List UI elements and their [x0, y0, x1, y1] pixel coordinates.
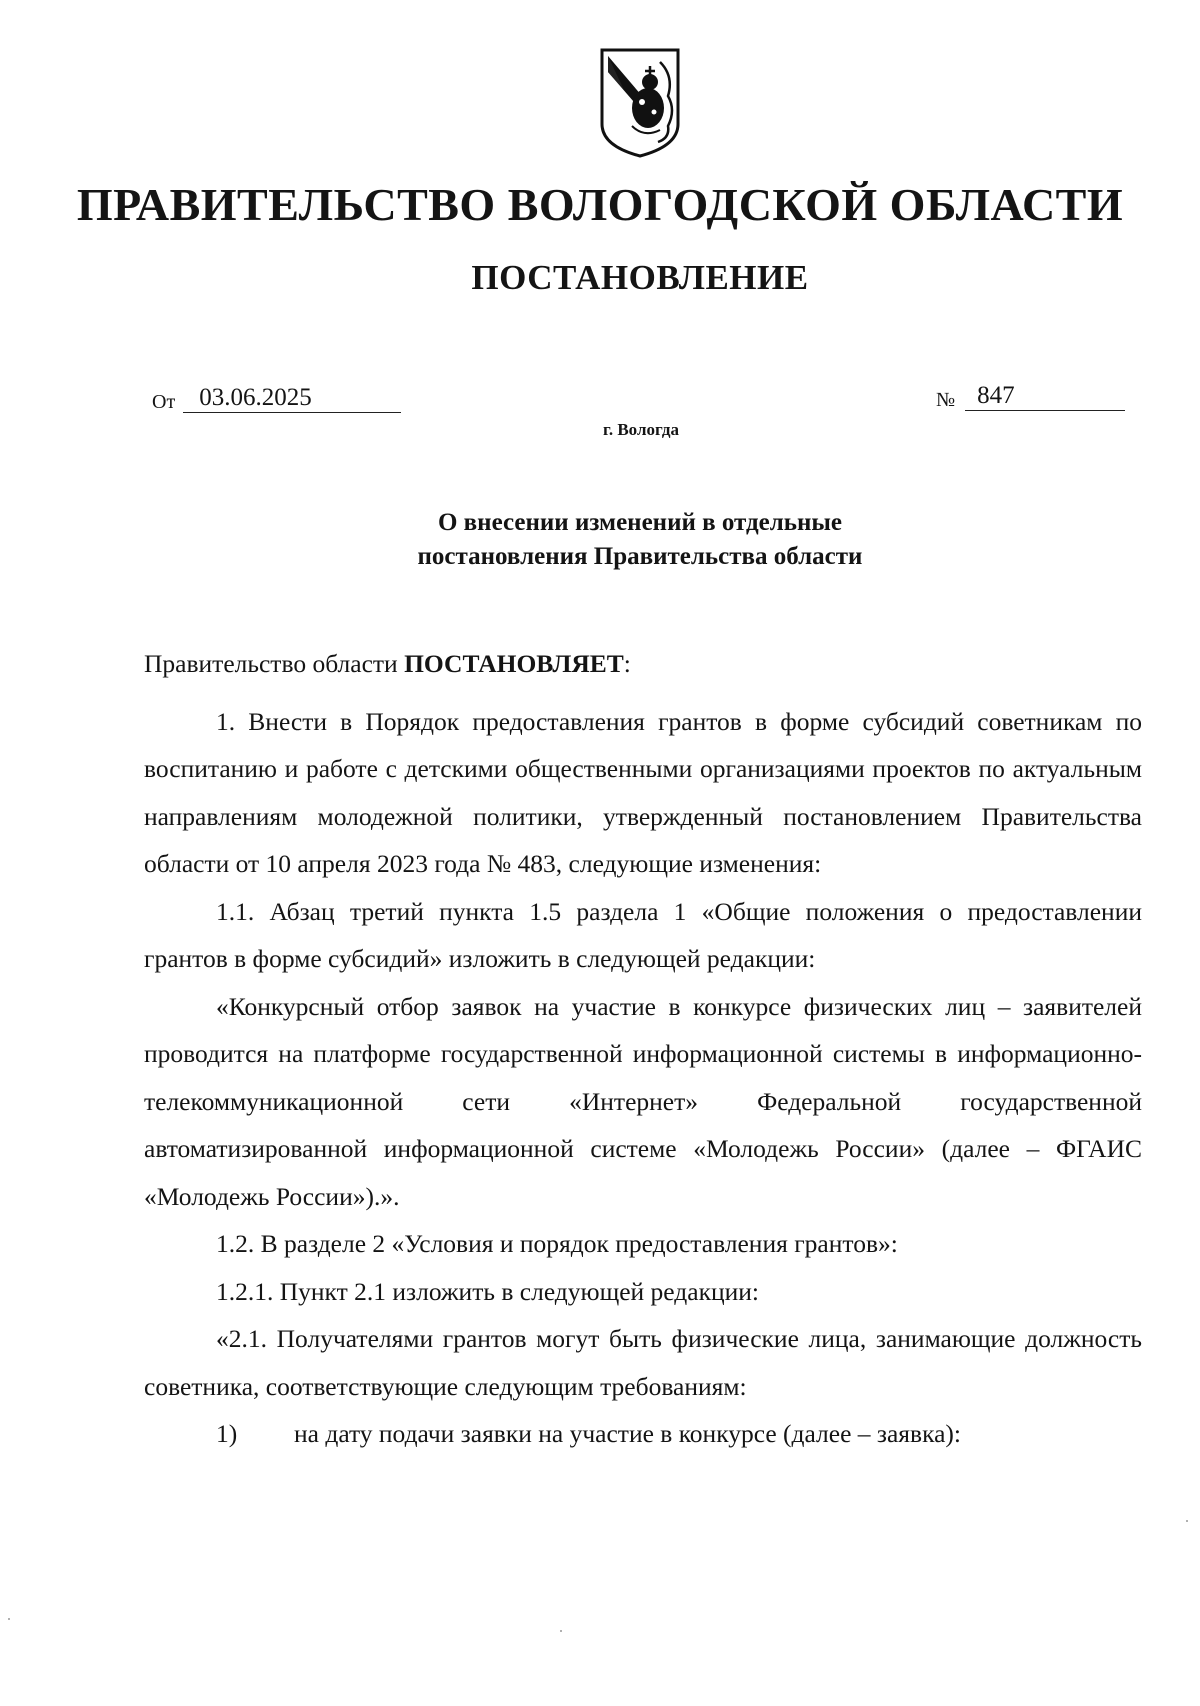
- scan-speck: [560, 1630, 562, 1632]
- paragraph-1-2: 1.2. В разделе 2 «Условия и порядок предоставления грантов»:: [216, 1229, 898, 1258]
- paragraph-1: 1. Внести в Порядок предоставления грантов в форме субсидий советникам по воспитанию и работе с детскими общественными организациями проектов по актуальным направлениям молодежной политики, утвержденный постановлением Правительства области от 10 апреля 2023 года № 483, следующие изменения:: [144, 706, 1142, 878]
- paragraph-1-1: 1.1. Абзац третий пункта 1.5 раздела 1 «Общие положения о предоставлении грантов в форме субсидий» изложить в следующей редакции:: [144, 896, 1142, 973]
- number-value: 847: [965, 382, 1125, 411]
- paragraph-1-1-quote: «Конкурсный отбор заявок на участие в конкурсе физических лиц – заявителей проводится на платформе государственной информационной системы в информационно-телекоммуникационной сети «Интернет» Федеральной государственной автоматизированной информационной системе «Молодежь России» (далее – ФГАИС «Молодежь России»).».: [144, 991, 1142, 1211]
- document-type: ПОСТАНОВЛЕНИЕ: [471, 258, 809, 297]
- list-item-marker: 1): [216, 1419, 238, 1448]
- date-value: 03.06.2025: [183, 384, 401, 413]
- document-subject: [0, 506, 1200, 574]
- coat-of-arms-emblem: [598, 46, 682, 160]
- resolution-lead: [144, 640, 1142, 688]
- subject-line-2: постановления Правительства области: [417, 543, 863, 570]
- document-body: [144, 640, 1142, 1458]
- date-prefix: От: [152, 391, 176, 413]
- subject-line-1: О внесении изменений в отдельные: [437, 509, 843, 536]
- list-item-text: на дату подачи заявки на участие в конкурсе (далее – заявка):: [294, 1419, 961, 1448]
- scan-speck: [1186, 1520, 1188, 1522]
- list-item-1: [144, 1410, 1142, 1458]
- number-prefix: №: [936, 389, 956, 411]
- document-number: [936, 382, 1125, 411]
- government-title: ПРАВИТЕЛЬСТВО ВОЛОГОДСКОЙ ОБЛАСТИ: [76, 179, 1124, 230]
- lead-colon: :: [623, 649, 631, 678]
- scan-speck: [8, 1618, 10, 1620]
- city-name: г. Вологда: [603, 420, 679, 439]
- paragraph-2-1-quote: «2.1. Получателями грантов могут быть физические лица, занимающие должность советника, соответствующие следующим требованиям:: [144, 1324, 1142, 1401]
- paragraph-1-2-1: 1.2.1. Пункт 2.1 изложить в следующей редакции:: [216, 1276, 759, 1306]
- lead-bold-word: ПОСТАНОВЛЯЕТ: [404, 649, 624, 678]
- document-date: [152, 384, 401, 413]
- lead-text: Правительство области: [144, 649, 405, 678]
